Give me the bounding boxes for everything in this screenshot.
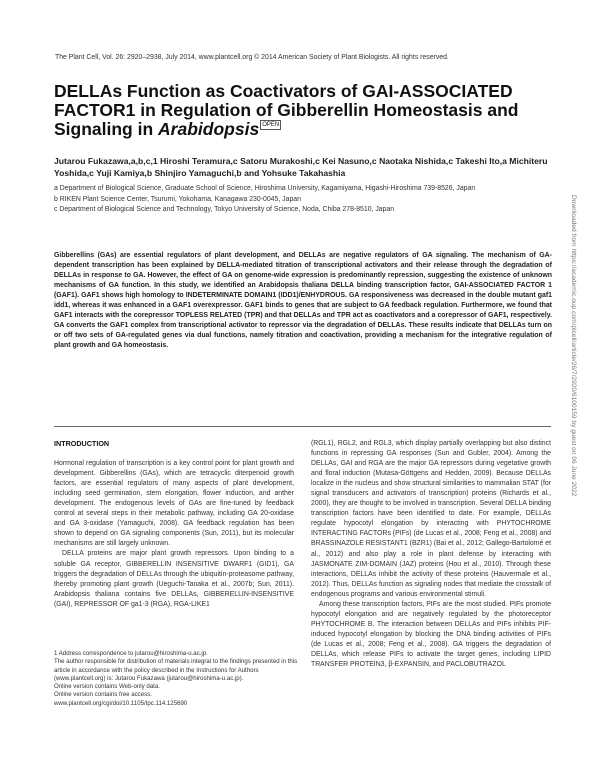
footnote-doi: www.plantcell.org/cgi/doi/10.1105/tpc.114.125690 — [54, 699, 188, 707]
title-italic: Arabidopsis — [158, 119, 260, 139]
affiliation-a: a Department of Biological Science, Graduate School of Science, Hiroshima University, Kagamiyama, Higashi-Hiroshima 739-8526, Japan — [54, 185, 476, 192]
left-column — [54, 439, 294, 610]
footnote-web-only: Online version contains Web-only data. — [54, 683, 160, 691]
affiliation-c: c Department of Biological Science and Technology, Tokyo University of Science, Noda, Chiba 278-8510, Japan — [54, 206, 395, 214]
affiliation-b: b RIKEN Plant Science Center, Tsurumi, Yokohama, Kanagawa 230-0045, Japan — [54, 195, 301, 203]
author-list: Jutarou Fukazawa,a,b,c,1 Hiroshi Teramura,c Satoru Murakoshi,c Kei Nasuno,c Naotaka Nishida,c Takeshi Ito,a Michiteru Yoshida,c Yuji Kamiya,b Shinjiro Yamaguchi,b and Yohsuke Takahashia — [54, 156, 548, 178]
abstract: Gibberellins (GAs) are essential regulators of plant development, and DELLAs are negative regulators of GA signaling. The mechanism of GA-dependent transcription has been explained by DELLA-mediated titration of transcriptional activators and their release through the degradation of DELLAs in response to GA. However, the effect of GA on genome-wide expression is predominantly repression, suggesting the existence of unknown mechanisms of GA function. In this study, we identified an Arabidopsis thaliana DELLA binding transcription factor, GAI-ASSOCIATED FACTOR 1 (GAF1). GAF1 shows high homology to INDETERMINATE DOMAIN1 (IDD1)/ENHYDROUS. GA responsiveness was decreased in the double mutant gaf1 idd1, whereas it was enhanced in a GAF1 overexpressor. GAF1 binds to genes that are subject to GA feedback regulation. Furthermore, we found that GAF1 interacts with the corepressor TOPLESS RELATED (TPR) and that DELLAs and TPR act as coactivators and a corepressor of GAF1, respectively. GA converts the GAF1 complex from transcriptional activator to repressor via the degradation of DELLAs. These results indicate that DELLAs turn on or off two sets of GA-regulated genes via dual functions, namely titration and coactivation, providing a mechanism for the integrative regulation of plant growth and GA homeostasis. — [54, 252, 552, 350]
intro-paragraph-3: (RGL1), RGL2, and RGL3, which display partially overlapping but also distinct functions in repressing GA responses (Sun and Gubler, 2004). Among the DELLAs, GAI and RGA are the major GA repressors during vegetative growth and floral induction (Mutasa-Göttgens and Hedden, 2009). Because DELLAs localize in the nucleus and show structural similarities to mammalian STAT (for signal transducers and activators of transcription) proteins (Richards et al., 2000), they are thought to be involved in transcription. Several DELLA binding transcription factors have been identified to date. For example, DELLAs regulate hypocotyl elongation by interacting with PHYTOCHROME INTERACTING FACTORs (PIFs) (de Lucas et al., 2008; Feng et al., 2008) and BRASSINAZOLE RESISTANT1 (BZR1) (Bai et al., 2012; Gallego-Bartolomé et al., 2012) and also play a role in plant defense by interacting with JASMONATE ZIM-DOMAIN (JAZ) proteins (Hou et al., 2010). Through these interactions, DELLAs inhibit the activity of these proteins (Hauvermale et al., 2012). Thus, DELLAs function as signaling nodes that mediate the crosstalk of endogenous programs and various environmental stimuli. — [311, 440, 551, 598]
footnote-author-responsible: The author responsible for distribution of materials integral to the findings presented in this article in accordance with the policy described in the Instructions for Authors (www.plantcell.org) is: Jutarou Fukazawa (jutarou@hiroshima-u.ac.jp). — [54, 658, 298, 682]
title-text: DELLAs Function as Coactivators of GAI-ASSOCIATED FACTOR1 in Regulation of Gibberellin Homeostasis and Signaling in — [54, 81, 519, 139]
section-heading-introduction: INTRODUCTION — [54, 439, 110, 448]
download-watermark — [568, 195, 578, 595]
journal-header: The Plant Cell, Vol. 26: 2920–2938, July 2014, www.plantcell.org © 2014 American Society of Plant Biologists. All rights reserved. — [55, 54, 449, 61]
open-access-badge: OPEN — [262, 122, 280, 128]
footnote-free-access: Online version contains free access. — [54, 691, 152, 699]
intro-paragraph-4: Among these transcription factors, PIFs are the most studied. PIFs promote hypocotyl elongation and are negatively regulated by the photoreceptor PHYTOCHROME B. The interaction between DELLAs and PIFs inhibits PIF-induced hypocotyl elongation by blocking the DNA binding activities of PIFs (de Lucas et al., 2008; Feng et al., 2008). GA triggers the degradation of DELLAs, which release PIFs to activate the target genes, including LIPID TRANSFER PROTEIN3, β-EXPANSIN, and PACLOBUTRAZOL — [311, 600, 551, 669]
affiliations — [54, 184, 554, 216]
article-title — [54, 82, 524, 139]
footnotes — [54, 650, 299, 708]
divider — [54, 426, 551, 427]
intro-paragraph-1: Hormonal regulation of transcription is a key control point for plant growth and development. Gibberellins (GAs), which are tetracyclic diterpenoid growth factors, are essential regulators of many aspects of plant development, including seed germination, stem elongation, flower induction, and anther development. The endogenous levels of GAs are fine-tuned by feedback control at several steps in their metabolic pathway, including GA 20-oxidase and GA 3-oxidase (Yamaguchi, 2008). GA feedback regulation has been shown to depend on GA signaling components (Sun, 2011), but its molecular mechanisms are still largely unknown. — [54, 460, 294, 548]
intro-paragraph-2: DELLA proteins are major plant growth repressors. Upon binding to a soluble GA receptor, GIBBERELLIN INSENSITIVE DWARF1 (GID1), GA triggers the degradation of DELLAs through the ubiquitin-proteasome pathway, thereby promoting plant growth (Ueguchi-Tanaka et al., 2007b; Sun, 2011). Arabidopsis thaliana contains five DELLAs, GIBBERELLIN-INSENSITIVE (GAI), REPRESSOR OF ga1-3 (RGA), RGA-LIKE1 — [54, 550, 294, 608]
right-column — [311, 439, 551, 670]
footnote-correspondence: 1 Address correspondence to jutarou@hiroshima-u.ac.jp. — [54, 650, 208, 657]
download-watermark-text: Downloaded from https://academic.oup.com/plcell/article/26/7/2920/6100159 by guest on 06 June 2022 — [570, 195, 577, 497]
